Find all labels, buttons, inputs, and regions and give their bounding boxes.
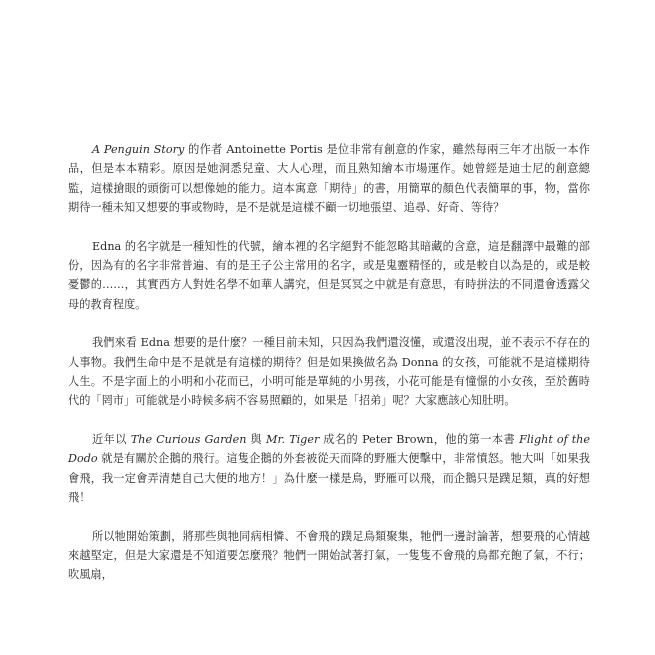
paragraph-text: 成名的 Peter Brown，他的第一本書 [319, 432, 520, 446]
book-title: A Penguin Story [92, 143, 185, 156]
paragraph-text: 所以牠開始策劃，將那些與牠同病相憐、不會飛的蹼足鳥類聚集，牠們一邊討論著，想要飛的心情越來越堅定，但是大家還是不知道要怎麼飛？牠們一開始試著打氣，一隻隻不會飛的鳥都充飽了氣，不行；吹風扇， [68, 529, 590, 582]
paragraph-4 [68, 430, 590, 508]
paragraph-1 [68, 140, 590, 218]
paragraph-text: 與 [246, 432, 267, 446]
paragraph-2 [68, 237, 590, 315]
paragraph-text: 我們來看 Edna 想要的是什麼？一種目前未知，只因為我們還沒懂，或還沒出現，並不表示不存在的人事物。我們生命中是不是就是有這樣的期待？但是如果換做名為 Donna 的女孩，可能就不是這樣期待人生。不是字面上的小明和小花而已，小明可能是單純的小男孩，小花可能是有憧憬的小女孩，至於舊時代的「罔市」可能就是小時候多病不容易照顧的，如果是「招弟」呢？大家應該心知肚明。 [68, 336, 590, 408]
book-title: Mr. Tiger [266, 432, 320, 446]
book-title: The Curious Garden [130, 432, 247, 446]
paragraph-text: 的作者 Antoinette Portis 是位非常有創意的作家，雖然每兩三年才出版一本作品，但是本本精彩。原因是她洞悉兒童、大人心理，而且熟知繪本市場運作。她曾經是迪士尼的創意總監，這樣搶眼的頭銜可以想像她的能力。這本寓意「期待」的書，用簡單的顏色代表簡單的事，物，當你期待一種未知又想要的事或物時，是不是就是這樣不顧一切地張望、追尋、好奇、等待？ [68, 143, 590, 215]
paragraph-3 [68, 333, 590, 411]
paragraph-5 [68, 527, 590, 585]
paragraph-text: 近年以 [92, 432, 131, 446]
paragraph-text: 就是有關於企鵝的飛行。這隻企鵝的外套被從天而降的野雁大便擊中，非常憤怒。牠大叫「如果我會飛，我一定會弄清楚自己大便的地方！」為什麼一樣是鳥，野雁可以飛，而企鵝只是蹼足類，真的好想飛！ [68, 452, 590, 505]
book-title: Flight of the Dodo [68, 432, 591, 466]
article-text [68, 140, 590, 604]
paragraph-text: Edna 的名字就是一種知性的代號，繪本裡的名字絕對不能忽略其暗藏的含意，這是翻譯中最難的部份，因為有的名字非常普遍、有的是王子公主常用的名字，或是鬼靈精怪的，或是較自以為是的，或是較憂鬱的……，其實西方人對姓名學不如華人講究，但是冥冥之中就是有意思，有時拼法的不同還會透露父母的教育程度。 [68, 239, 590, 311]
